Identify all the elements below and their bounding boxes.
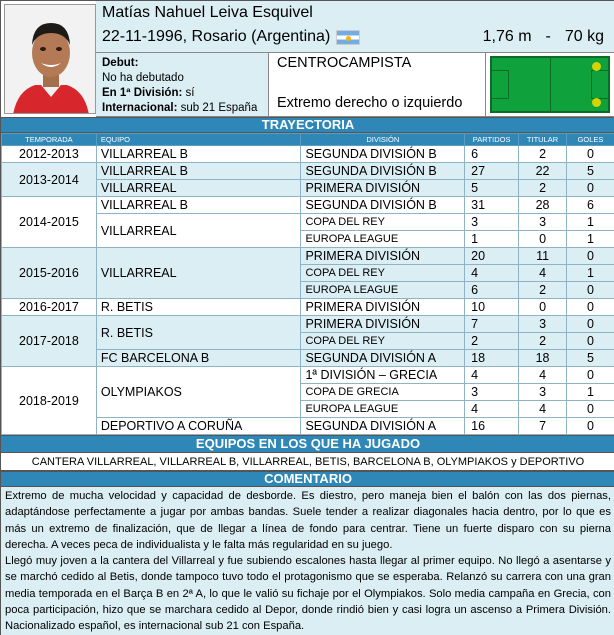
matches-cell: 3	[465, 214, 519, 231]
season-cell: 2012-2013	[2, 146, 97, 163]
team-cell: VILLARREAL	[96, 248, 301, 299]
starter-cell: 0	[519, 231, 567, 248]
player-name: Matías Nahuel Leiva Esquivel	[102, 4, 313, 21]
goals-cell: 1	[567, 231, 614, 248]
position-detail: Extremo derecho o izquierdo	[277, 95, 463, 111]
starter-cell: 3	[519, 316, 567, 333]
comentario-title: COMENTARIO	[1, 471, 614, 487]
col-header: GOLES	[567, 134, 614, 146]
goals-cell: 5	[567, 350, 614, 367]
debut-value: No ha debutado	[102, 72, 184, 84]
col-header: TEMPORADA	[2, 134, 97, 146]
primera-value: sí	[185, 87, 195, 99]
goals-cell: 0	[567, 367, 614, 384]
player-physical	[483, 28, 604, 46]
position-box	[269, 53, 485, 117]
height-weight-separator: -	[545, 28, 551, 45]
team-cell: VILLARREAL	[96, 214, 301, 248]
goals-cell: 0	[567, 418, 614, 435]
goals-cell: 0	[567, 333, 614, 350]
starter-cell: 11	[519, 248, 567, 265]
season-cell: 2018-2019	[2, 367, 97, 435]
matches-cell: 20	[465, 248, 519, 265]
division-cell: COPA DEL REY	[301, 214, 465, 231]
division-cell: COPA DE GRECIA	[301, 384, 465, 401]
teams-list: CANTERA VILLARREAL, VILLARREAL B, VILLARREAL, BETIS, BARCELONA B, OLYMPIAKOS y DEPORTIVO	[1, 453, 614, 471]
goals-cell: 0	[567, 180, 614, 197]
player-photo	[4, 4, 96, 114]
comment-paragraph: Extremo de mucha velocidad y capacidad de desborde. Es diestro, pero maneja bien el balón con las dos piernas, adaptándose perfectamente a jugar por ambas bandas. Suele tender a realizar diagonales hacia dentro, por lo que es más un extremo de finalización, que de llegar a línea de fondo para centrar. Tiene un fuerte disparo con su pierna derecha. A veces peca de individualista y le falta más regularidad en su juego.	[5, 490, 611, 551]
goals-cell: 1	[567, 214, 614, 231]
matches-cell: 3	[465, 384, 519, 401]
player-portrait-icon	[5, 5, 96, 114]
goals-cell: 1	[567, 265, 614, 282]
argentina-flag-icon	[336, 30, 360, 45]
starter-cell: 7	[519, 418, 567, 435]
division-cell: PRIMERA DIVISIÓN	[301, 316, 465, 333]
col-header: PARTIDOS	[465, 134, 519, 146]
international-value: sub 21 España	[180, 102, 258, 114]
matches-cell: 4	[465, 265, 519, 282]
matches-cell: 2	[465, 333, 519, 350]
division-cell: COPA DEL REY	[301, 333, 465, 350]
goals-cell: 0	[567, 401, 614, 418]
goals-cell: 0	[567, 248, 614, 265]
division-cell: EUROPA LEAGUE	[301, 282, 465, 299]
international-label: Internacional:	[102, 102, 178, 114]
table-header-row	[2, 134, 614, 146]
table-row	[2, 197, 614, 214]
division-cell: EUROPA LEAGUE	[301, 231, 465, 248]
table-row	[2, 299, 614, 316]
goals-cell: 0	[567, 146, 614, 163]
player-height: 1,76 m	[482, 28, 532, 45]
matches-cell: 7	[465, 316, 519, 333]
team-cell: VILLARREAL B	[96, 163, 301, 180]
team-cell: VILLARREAL B	[96, 197, 301, 214]
table-row	[2, 248, 614, 265]
career-table	[1, 133, 614, 435]
division-cell: PRIMERA DIVISIÓN	[301, 180, 465, 197]
team-cell: OLYMPIAKOS	[96, 367, 301, 418]
starter-cell: 4	[519, 401, 567, 418]
goals-cell: 5	[567, 163, 614, 180]
table-row	[2, 163, 614, 180]
starter-cell: 2	[519, 282, 567, 299]
division-cell: SEGUNDA DIVISIÓN A	[301, 418, 465, 435]
matches-cell: 4	[465, 401, 519, 418]
goals-cell: 0	[567, 316, 614, 333]
matches-cell: 18	[465, 350, 519, 367]
position-main: CENTROCAMPISTA	[277, 55, 412, 71]
position-marker-icon	[592, 62, 601, 71]
player-birth	[102, 28, 360, 46]
position-marker-icon	[592, 98, 601, 107]
team-cell: FC BARCELONA B	[96, 350, 301, 367]
starter-cell: 4	[519, 265, 567, 282]
starter-cell: 28	[519, 197, 567, 214]
col-header: EQUIPO	[96, 134, 301, 146]
matches-cell: 6	[465, 146, 519, 163]
goals-cell: 6	[567, 197, 614, 214]
division-cell: EUROPA LEAGUE	[301, 401, 465, 418]
player-weight: 70 kg	[564, 28, 604, 45]
table-row	[2, 367, 614, 384]
table-row	[2, 146, 614, 163]
division-cell: PRIMERA DIVISIÓN	[301, 299, 465, 316]
season-cell: 2017-2018	[2, 316, 97, 367]
division-cell: SEGUNDA DIVISIÓN B	[301, 146, 465, 163]
matches-cell: 6	[465, 282, 519, 299]
matches-cell: 4	[465, 367, 519, 384]
starter-cell: 2	[519, 333, 567, 350]
season-cell: 2015-2016	[2, 248, 97, 299]
matches-cell: 31	[465, 197, 519, 214]
starter-cell: 3	[519, 214, 567, 231]
matches-cell: 27	[465, 163, 519, 180]
division-cell: PRIMERA DIVISIÓN	[301, 248, 465, 265]
goals-cell: 0	[567, 282, 614, 299]
trayectoria-title: TRAYECTORIA	[1, 117, 614, 133]
goals-cell: 1	[567, 384, 614, 401]
matches-cell: 5	[465, 180, 519, 197]
team-cell: DEPORTIVO A CORUÑA	[96, 418, 301, 435]
position-pitch	[485, 53, 614, 117]
starter-cell: 3	[519, 384, 567, 401]
starter-cell: 22	[519, 163, 567, 180]
comment-paragraph: Llegó muy joven a la cantera del Villarreal y fue subiendo escalones hasta llegar al primer equipo. No llegó a asentarse y se marchó cedido al Betis, donde tampoco tuvo todo el protagonismo que se esperaba. Relanzó su carrera con una gran media temporada en el Barça B en 2ª A, lo que le valió su fichaje por el Olympiakos. Solo media campaña en Grecia, con poca participación, hizo que se marchara cedido al Depor, donde rindió bien y casi logra un ascenso a Primera División. Nacionalizado español, es internacional sub 21 con España.	[5, 555, 611, 633]
equipos-title: EQUIPOS EN LOS QUE HA JUGADO	[1, 435, 614, 453]
team-cell: VILLARREAL B	[96, 146, 301, 163]
col-header: DIVISIÓN	[301, 134, 465, 146]
birth-text: 22-11-1996, Rosario (Argentina)	[102, 28, 331, 45]
matches-cell: 16	[465, 418, 519, 435]
division-cell: COPA DEL REY	[301, 265, 465, 282]
table-row	[2, 316, 614, 333]
season-cell: 2014-2015	[2, 197, 97, 248]
debut-label: Debut:	[102, 57, 139, 69]
team-cell: R. BETIS	[96, 299, 301, 316]
matches-cell: 1	[465, 231, 519, 248]
division-cell: SEGUNDA DIVISIÓN A	[301, 350, 465, 367]
starter-cell: 4	[519, 367, 567, 384]
division-cell: SEGUNDA DIVISIÓN B	[301, 163, 465, 180]
pitch-icon	[490, 56, 610, 113]
season-cell: 2016-2017	[2, 299, 97, 316]
primera-label: En 1ª División:	[102, 87, 183, 99]
career-info	[96, 53, 269, 117]
matches-cell: 10	[465, 299, 519, 316]
comment-box	[1, 487, 614, 635]
starter-cell: 18	[519, 350, 567, 367]
col-header: TITULAR	[519, 134, 567, 146]
team-cell: R. BETIS	[96, 316, 301, 350]
starter-cell: 2	[519, 146, 567, 163]
goals-cell: 0	[567, 299, 614, 316]
player-header	[96, 1, 614, 53]
team-cell: VILLARREAL	[96, 180, 301, 197]
starter-cell: 0	[519, 299, 567, 316]
division-cell: SEGUNDA DIVISIÓN B	[301, 197, 465, 214]
starter-cell: 2	[519, 180, 567, 197]
season-cell: 2013-2014	[2, 163, 97, 197]
division-cell: 1ª DIVISIÓN – GRECIA	[301, 367, 465, 384]
